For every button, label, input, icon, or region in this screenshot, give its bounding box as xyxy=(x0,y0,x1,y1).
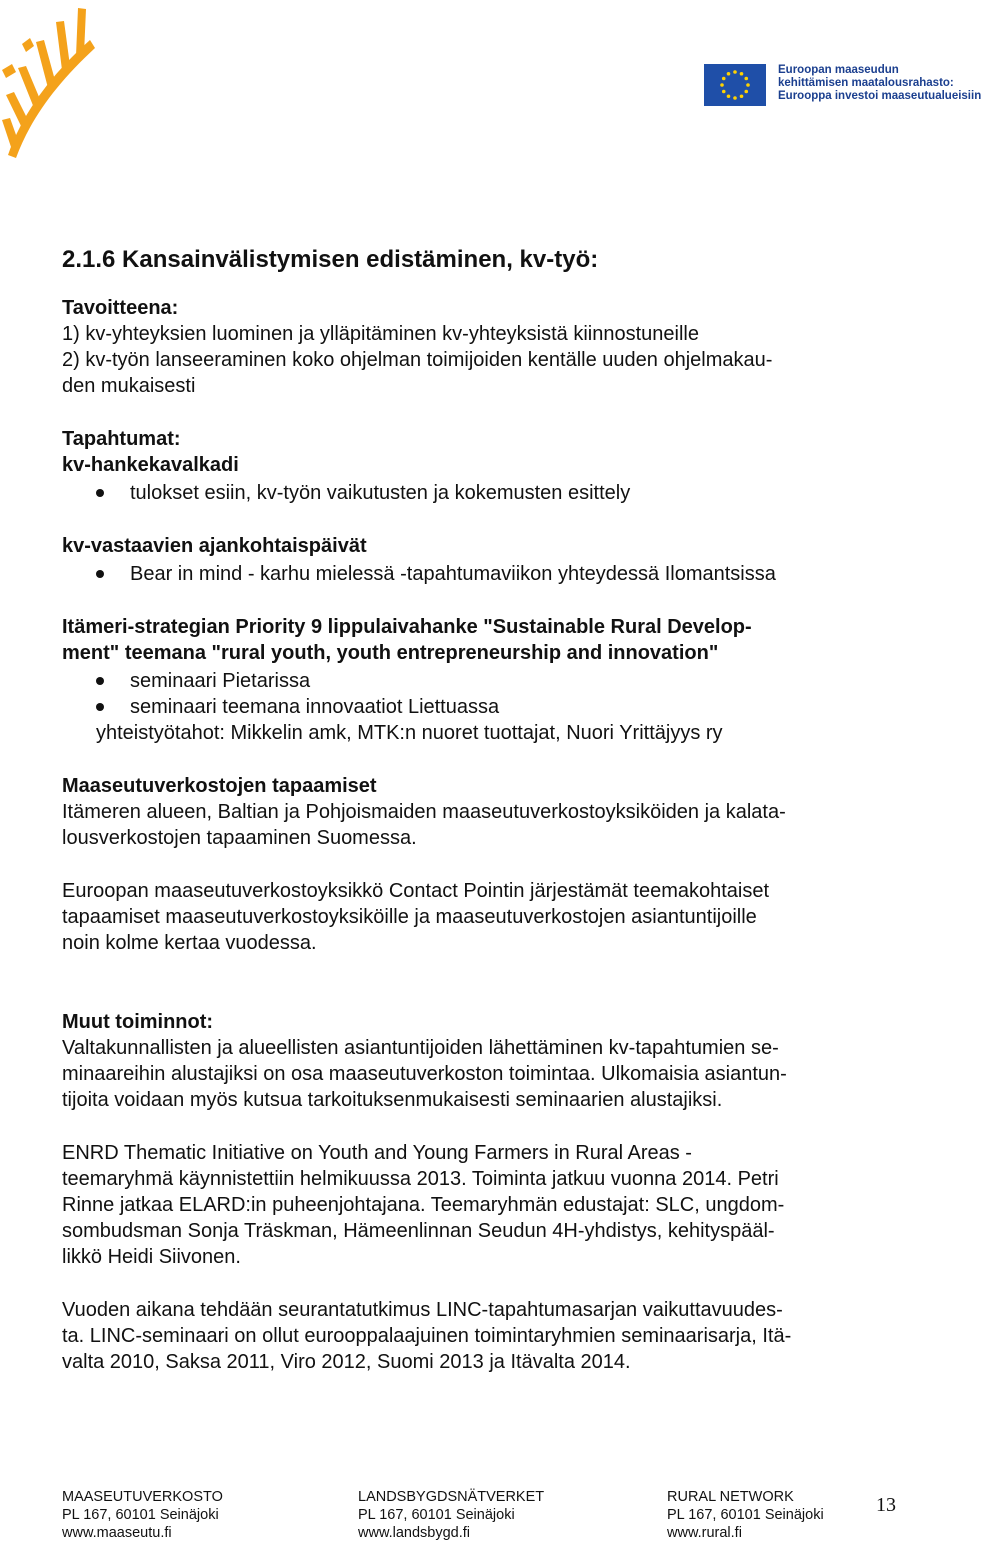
eu-text-line: Euroopan maaseudun xyxy=(778,64,899,76)
meetings-section xyxy=(62,773,902,851)
footer-address: PL 167, 60101 Seinäjoki xyxy=(667,1507,824,1523)
meetings-line: Itämeren alueen, Baltian ja Pohjoismaiden maaseutuverkostoyksiköiden ja kalata- xyxy=(62,801,786,823)
eu-logo xyxy=(704,62,981,108)
list-item: seminaari teemana innovaatiot Liettuassa xyxy=(62,694,902,720)
goals-line: den mukaisesti xyxy=(62,375,196,397)
enrd-line: sombudsman Sonja Träskman, Hämeenlinnan Seudun 4H-yhdistys, kehityspääl- xyxy=(62,1220,775,1242)
kv-days-section xyxy=(62,533,902,587)
page-number: 13 xyxy=(876,1494,896,1516)
eu-text-line: kehittämisen maatalousrahasto: xyxy=(778,77,954,89)
eu-star xyxy=(740,94,744,98)
other-line: tijoita voidaan myös kutsua tarkoituksenmukaisesti seminaarien alustajiksi. xyxy=(62,1089,723,1111)
eu-star xyxy=(744,90,748,94)
goals-title: Tavoitteena: xyxy=(62,297,179,319)
contact-point-line: noin kolme kertaa vuodessa. xyxy=(62,932,317,954)
linc-line: valta 2010, Saksa 2011, Viro 2012, Suomi 2013 ja Itävalta 2014. xyxy=(62,1351,631,1373)
other-section xyxy=(62,1009,902,1113)
eu-fund-text xyxy=(778,64,981,103)
enrd-line: ENRD Thematic Initiative on Youth and Young Farmers in Rural Areas - xyxy=(62,1142,692,1164)
footer-address: PL 167, 60101 Seinäjoki xyxy=(62,1507,219,1523)
footer-website-link[interactable]: www.maaseutu.fi xyxy=(62,1525,172,1541)
events-section xyxy=(62,426,902,506)
section-heading: 2.1.6 Kansainvälistymisen edistäminen, kv-työ: xyxy=(62,246,599,273)
footer-address: PL 167, 60101 Seinäjoki xyxy=(358,1507,515,1523)
enrd-line: likkö Heidi Siivonen. xyxy=(62,1246,241,1268)
enrd-line: Rinne jatkaa ELARD:in puheenjohtajana. Teemaryhmän edustajat: SLC, ungdom- xyxy=(62,1194,785,1216)
enrd-section xyxy=(62,1140,902,1270)
linc-line: Vuoden aikana tehdään seurantatutkimus LINC-tapahtumasarjan vaikuttavuudes- xyxy=(62,1299,783,1321)
eu-star xyxy=(733,96,737,100)
linc-line: ta. LINC-seminaari on ollut eurooppalaajuinen toimintaryhmien seminaarisarja, Itä- xyxy=(62,1325,792,1347)
events-title: Tapahtumat: xyxy=(62,428,181,450)
events-list xyxy=(62,480,902,506)
list-item: seminaari Pietarissa xyxy=(62,668,902,694)
footer-org-name: RURAL NETWORK xyxy=(667,1489,794,1505)
enrd-line: teemaryhmä käynnistettiin helmikuussa 2013. Toiminta jatkuu vuonna 2014. Petri xyxy=(62,1168,779,1190)
footer-website-link[interactable]: www.landsbygd.fi xyxy=(358,1525,471,1541)
footer-website-link[interactable]: www.rural.fi xyxy=(667,1525,742,1541)
other-line: Valtakunnallisten ja alueellisten asiantuntijoiden lähettäminen kv-tapahtumien se- xyxy=(62,1037,779,1059)
baltic-title-line: ment" teemana "rural youth, youth entrepreneurship and innovation" xyxy=(62,642,719,664)
eu-star xyxy=(744,77,748,81)
eu-star xyxy=(722,77,726,81)
other-title: Muut toiminnot: xyxy=(62,1011,214,1033)
footer-column-sv xyxy=(358,1488,544,1542)
footer-org-name: LANDSBYGDSNÄTVERKET xyxy=(358,1489,545,1505)
eu-star xyxy=(727,94,731,98)
list-item: Bear in mind - karhu mielessä -tapahtumaviikon yhteydessä Ilomantsissa xyxy=(62,561,902,587)
footer-org-name: MAASEUTUVERKOSTO xyxy=(62,1489,223,1505)
kv-days-list xyxy=(62,561,902,587)
baltic-title-line: Itämeri-strategian Priority 9 lippulaivahanke "Sustainable Rural Develop- xyxy=(62,616,752,638)
baltic-list xyxy=(62,668,902,720)
contact-point-line: tapaamiset maaseutuverkostoyksiköille ja maaseutuverkostojen asiantuntijoille xyxy=(62,906,757,928)
eu-star xyxy=(720,83,724,87)
list-item: tulokset esiin, kv-työn vaikutusten ja kokemusten esittely xyxy=(62,480,902,506)
document-body xyxy=(62,244,902,1402)
eu-star xyxy=(746,83,750,87)
meetings-title: Maaseutuverkostojen tapaamiset xyxy=(62,775,377,797)
baltic-partners: yhteistyötahot: Mikkelin amk, MTK:n nuoret tuottajat, Nuori Yrittäjyys ry xyxy=(96,722,723,744)
other-line: minaareihin alustajiksi on osa maaseutuverkoston toimintaa. Ulkomaisia asiantun- xyxy=(62,1063,787,1085)
eu-star xyxy=(727,72,731,76)
eu-star xyxy=(722,90,726,94)
eu-text-line: Eurooppa investoi maaseutualueisiin xyxy=(778,90,981,102)
contact-point-line: Euroopan maaseutuverkostoyksikkö Contact Pointin järjestämät teemakohtaiset xyxy=(62,880,770,902)
footer-column-fi xyxy=(62,1488,223,1542)
eu-star xyxy=(740,72,744,76)
footer-column-en xyxy=(667,1488,824,1542)
kv-days-title: kv-vastaavien ajankohtaispäivät xyxy=(62,535,367,557)
goals-section xyxy=(62,295,902,399)
linc-section xyxy=(62,1297,902,1375)
events-subtitle: kv-hankekavalkadi xyxy=(62,454,239,476)
contact-point-section xyxy=(62,878,902,956)
meetings-line: lousverkostojen tapaaminen Suomessa. xyxy=(62,827,417,849)
baltic-section xyxy=(62,614,902,746)
goals-line: 1) kv-yhteyksien luominen ja ylläpitäminen kv-yhteyksistä kiinnostuneille xyxy=(62,323,699,345)
eu-flag-icon xyxy=(704,64,766,106)
goals-line: 2) kv-työn lanseeraminen koko ohjelman toimijoiden kentälle uuden ohjelmakau- xyxy=(62,349,773,371)
maaseutuverkosto-logo xyxy=(0,0,100,160)
eu-star xyxy=(733,70,737,74)
